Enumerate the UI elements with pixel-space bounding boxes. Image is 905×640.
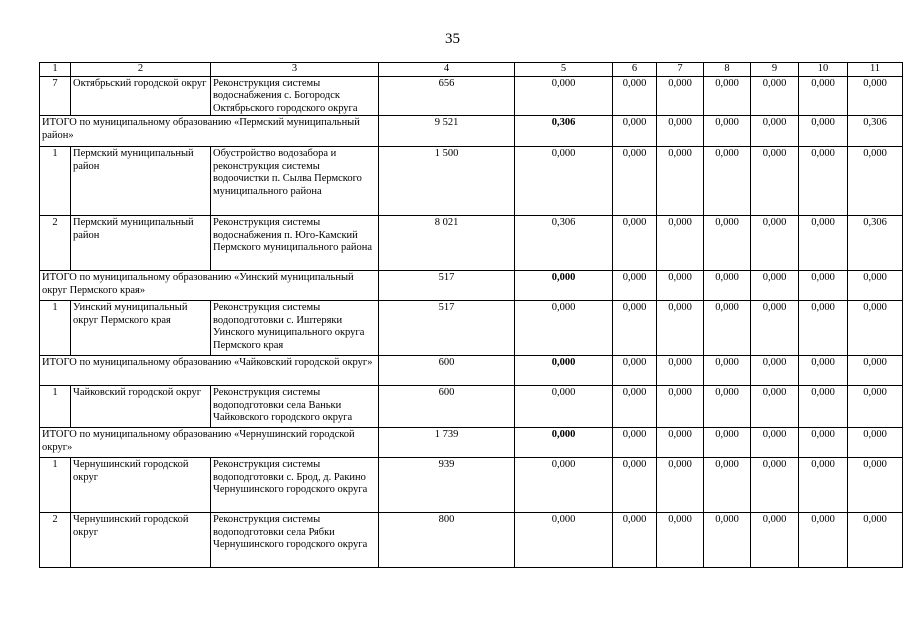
value-col-9: 0,000 (751, 76, 799, 116)
column-header-6: 6 (613, 63, 657, 77)
value-col-11: 0,306 (848, 116, 903, 147)
value-col-10: 0,000 (799, 513, 848, 568)
row-number: 1 (40, 458, 71, 513)
value-col-5: 0,000 (515, 301, 613, 356)
value-col-4: 9 521 (379, 116, 515, 147)
value-col-10: 0,000 (799, 356, 848, 386)
value-col-9: 0,000 (751, 147, 799, 216)
value-col-9: 0,000 (751, 356, 799, 386)
value-col-6: 0,000 (613, 458, 657, 513)
value-col-6: 0,000 (613, 386, 657, 428)
table-row (40, 76, 903, 116)
value-col-5: 0,000 (515, 356, 613, 386)
value-col-10: 0,000 (799, 386, 848, 428)
total-label: ИТОГО по муниципальному образованию «Пермский муниципальный район» (40, 116, 379, 147)
header-row (40, 63, 903, 77)
value-col-5: 0,000 (515, 513, 613, 568)
value-col-11: 0,000 (848, 301, 903, 356)
column-header-2: 2 (71, 63, 211, 77)
column-header-5: 5 (515, 63, 613, 77)
table-row (40, 513, 903, 568)
total-row (40, 428, 903, 458)
value-col-9: 0,000 (751, 386, 799, 428)
value-col-7: 0,000 (657, 76, 704, 116)
value-col-10: 0,000 (799, 76, 848, 116)
value-col-11: 0,000 (848, 458, 903, 513)
table-row (40, 386, 903, 428)
value-col-9: 0,000 (751, 116, 799, 147)
value-col-5: 0,306 (515, 116, 613, 147)
value-col-4: 8 021 (379, 216, 515, 271)
value-col-6: 0,000 (613, 216, 657, 271)
municipality-name: Чайковский городской округ (71, 386, 211, 428)
municipality-name: Чернушинский городской округ (71, 458, 211, 513)
value-col-8: 0,000 (704, 386, 751, 428)
value-col-6: 0,000 (613, 513, 657, 568)
total-label: ИТОГО по муниципальному образованию «Уинский муниципальный округ Пермского края» (40, 271, 379, 301)
value-col-5: 0,000 (515, 458, 613, 513)
row-number: 1 (40, 386, 71, 428)
value-col-8: 0,000 (704, 428, 751, 458)
column-header-4: 4 (379, 63, 515, 77)
value-col-8: 0,000 (704, 513, 751, 568)
municipality-name: Октябрьский городской округ (71, 76, 211, 116)
table-row (40, 147, 903, 216)
total-row (40, 356, 903, 386)
value-col-5: 0,000 (515, 386, 613, 428)
value-col-9: 0,000 (751, 301, 799, 356)
municipality-name: Пермский муниципальный район (71, 147, 211, 216)
value-col-4: 517 (379, 301, 515, 356)
value-col-7: 0,000 (657, 301, 704, 356)
value-col-6: 0,000 (613, 271, 657, 301)
value-col-4: 517 (379, 271, 515, 301)
value-col-4: 656 (379, 76, 515, 116)
value-col-9: 0,000 (751, 216, 799, 271)
total-label: ИТОГО по муниципальному образованию «Чайковский городской округ» (40, 356, 379, 386)
project-description: Реконструкция системы водоподготовки с. Иштеряки Уинского муниципального округа Пермского края (211, 301, 379, 356)
table-row (40, 216, 903, 271)
value-col-4: 800 (379, 513, 515, 568)
value-col-8: 0,000 (704, 301, 751, 356)
project-description: Реконструкция системы водоподготовки села Ваньки Чайковского городского округа (211, 386, 379, 428)
table-row (40, 458, 903, 513)
value-col-8: 0,000 (704, 76, 751, 116)
value-col-4: 939 (379, 458, 515, 513)
value-col-10: 0,000 (799, 458, 848, 513)
value-col-4: 600 (379, 356, 515, 386)
page-number: 35 (445, 31, 460, 47)
value-col-8: 0,000 (704, 147, 751, 216)
value-col-6: 0,000 (613, 76, 657, 116)
value-col-10: 0,000 (799, 301, 848, 356)
value-col-7: 0,000 (657, 216, 704, 271)
value-col-8: 0,000 (704, 216, 751, 271)
column-header-10: 10 (799, 63, 848, 77)
value-col-10: 0,000 (799, 428, 848, 458)
value-col-9: 0,000 (751, 428, 799, 458)
column-header-9: 9 (751, 63, 799, 77)
value-col-7: 0,000 (657, 386, 704, 428)
value-col-6: 0,000 (613, 356, 657, 386)
table-row (40, 301, 903, 356)
value-col-11: 0,000 (848, 271, 903, 301)
value-col-5: 0,000 (515, 147, 613, 216)
project-description: Реконструкция системы водоснабжения с. Богородск Октябрьского городского округа (211, 76, 379, 116)
value-col-4: 1 739 (379, 428, 515, 458)
value-col-8: 0,000 (704, 271, 751, 301)
value-col-11: 0,000 (848, 513, 903, 568)
row-number: 2 (40, 216, 71, 271)
value-col-9: 0,000 (751, 513, 799, 568)
column-header-7: 7 (657, 63, 704, 77)
funding-table (39, 62, 903, 568)
row-number: 1 (40, 147, 71, 216)
value-col-6: 0,000 (613, 428, 657, 458)
municipality-name: Уинский муниципальный округ Пермского края (71, 301, 211, 356)
row-number: 2 (40, 513, 71, 568)
value-col-8: 0,000 (704, 116, 751, 147)
column-header-8: 8 (704, 63, 751, 77)
column-header-1: 1 (40, 63, 71, 77)
value-col-6: 0,000 (613, 301, 657, 356)
project-description: Реконструкция системы водоподготовки с. Брод, д. Ракино Чернушинского городского округа (211, 458, 379, 513)
value-col-5: 0,306 (515, 216, 613, 271)
table-body (40, 63, 903, 568)
value-col-7: 0,000 (657, 271, 704, 301)
value-col-5: 0,000 (515, 271, 613, 301)
value-col-11: 0,000 (848, 386, 903, 428)
value-col-7: 0,000 (657, 428, 704, 458)
value-col-10: 0,000 (799, 147, 848, 216)
value-col-11: 0,000 (848, 147, 903, 216)
project-description: Обустройство водозабора и реконструкция системы водоочистки п. Сылва Пермского муниципального района (211, 147, 379, 216)
value-col-11: 0,000 (848, 356, 903, 386)
total-label: ИТОГО по муниципальному образованию «Чернушинский городской округ» (40, 428, 379, 458)
total-row (40, 271, 903, 301)
project-description: Реконструкция системы водоподготовки села Рябки Чернушинского городского округа (211, 513, 379, 568)
total-row (40, 116, 903, 147)
value-col-6: 0,000 (613, 116, 657, 147)
column-header-11: 11 (848, 63, 903, 77)
value-col-8: 0,000 (704, 356, 751, 386)
municipality-name: Пермский муниципальный район (71, 216, 211, 271)
value-col-7: 0,000 (657, 147, 704, 216)
value-col-10: 0,000 (799, 116, 848, 147)
value-col-5: 0,000 (515, 428, 613, 458)
row-number: 7 (40, 76, 71, 116)
value-col-11: 0,306 (848, 216, 903, 271)
value-col-7: 0,000 (657, 458, 704, 513)
value-col-11: 0,000 (848, 76, 903, 116)
value-col-4: 1 500 (379, 147, 515, 216)
value-col-10: 0,000 (799, 271, 848, 301)
value-col-11: 0,000 (848, 428, 903, 458)
row-number: 1 (40, 301, 71, 356)
value-col-7: 0,000 (657, 356, 704, 386)
value-col-8: 0,000 (704, 458, 751, 513)
value-col-9: 0,000 (751, 271, 799, 301)
project-description: Реконструкция системы водоснабжения п. Юго-Камский Пермского муниципального района (211, 216, 379, 271)
value-col-4: 600 (379, 386, 515, 428)
value-col-7: 0,000 (657, 116, 704, 147)
column-header-3: 3 (211, 63, 379, 77)
value-col-10: 0,000 (799, 216, 848, 271)
value-col-9: 0,000 (751, 458, 799, 513)
value-col-7: 0,000 (657, 513, 704, 568)
value-col-6: 0,000 (613, 147, 657, 216)
value-col-5: 0,000 (515, 76, 613, 116)
municipality-name: Чернушинский городской округ (71, 513, 211, 568)
